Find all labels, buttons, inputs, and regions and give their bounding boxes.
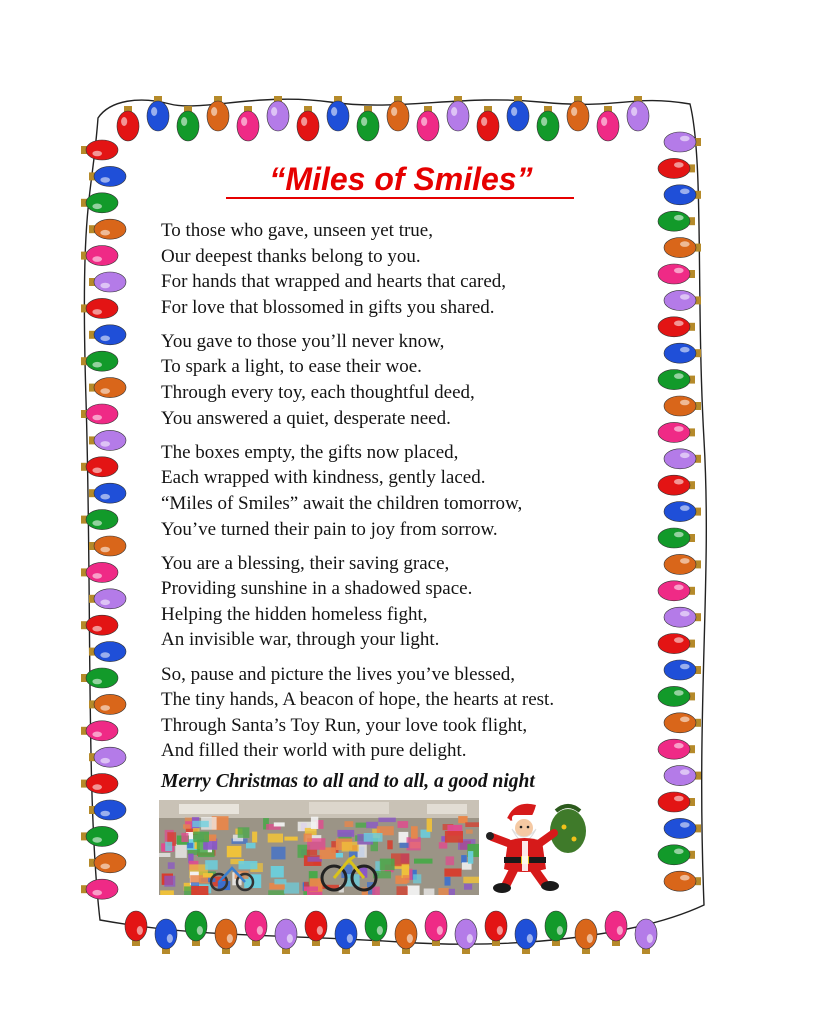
- toy-box: [465, 822, 479, 827]
- light-bulb: [664, 713, 701, 733]
- light-bulb: [185, 911, 207, 946]
- light-bulb: [147, 96, 169, 131]
- light-bulb: [658, 581, 695, 601]
- poem-line: You’ve turned their pain to joy from sorrow.: [161, 518, 498, 540]
- toy-box: [446, 856, 455, 865]
- light-bulb: [664, 660, 701, 680]
- toy-box: [407, 837, 421, 850]
- toy-box: [424, 889, 435, 896]
- toy-box: [445, 877, 451, 886]
- toy-box: [175, 844, 187, 858]
- light-bulb: [81, 351, 118, 371]
- toy-box: [181, 833, 188, 842]
- toy-box: [203, 873, 213, 877]
- light-bulb: [89, 747, 126, 767]
- light-bulb: [81, 879, 118, 899]
- light-bulb: [605, 911, 627, 946]
- light-bulb: [357, 106, 379, 141]
- light-bulb: [658, 370, 695, 390]
- toy-box: [239, 861, 258, 869]
- light-bulb: [207, 96, 229, 131]
- toy-box: [372, 887, 380, 895]
- light-bulb: [664, 502, 701, 522]
- light-bulb: [275, 919, 297, 954]
- toy-box: [411, 826, 418, 839]
- light-bulb: [81, 193, 118, 213]
- toy-box: [461, 855, 467, 863]
- light-bulb: [658, 845, 695, 865]
- light-bulb: [664, 343, 701, 363]
- toy-box: [364, 833, 383, 842]
- toy-box: [183, 824, 191, 829]
- light-bulb: [477, 106, 499, 141]
- poem-line: Through every toy, each thoughtful deed,: [161, 382, 475, 404]
- toy-box: [268, 834, 283, 843]
- toy-box: [274, 822, 285, 826]
- poem-line: For hands that wrapped and hearts that cared,: [161, 271, 507, 293]
- poem-line: Providing sunshine in a shadowed space.: [161, 578, 473, 600]
- light-bulb: [89, 272, 126, 292]
- toy-box: [304, 887, 318, 892]
- toy-box: [387, 840, 392, 849]
- poem-line: So, pause and picture the lives you’ve blessed,: [161, 663, 516, 685]
- toy-box: [307, 850, 317, 856]
- light-bulb: [305, 911, 327, 946]
- toy-donations-photo: [159, 800, 479, 895]
- light-bulb: [395, 919, 417, 954]
- light-bulb: [89, 694, 126, 714]
- light-bulb: [125, 911, 147, 946]
- poem-line: To those who gave, unseen yet true,: [161, 220, 433, 241]
- light-bulb: [567, 96, 589, 131]
- light-bulb: [485, 911, 507, 946]
- stanza: [161, 440, 651, 542]
- toy-box: [398, 821, 409, 828]
- light-bulb: [658, 686, 695, 706]
- stanza: [161, 662, 651, 764]
- light-bulb: [658, 211, 695, 231]
- light-bulb: [327, 96, 349, 131]
- toy-box: [274, 879, 286, 884]
- poem-line: Helping the hidden homeless fight,: [161, 603, 428, 625]
- toy-box: [444, 869, 461, 877]
- poem-body: [161, 218, 651, 772]
- light-bulb: [664, 396, 701, 416]
- toy-box: [414, 859, 433, 864]
- toy-box: [165, 842, 172, 851]
- poem-line: “Miles of Smiles” await the children tomorrow,: [161, 492, 523, 514]
- toy-box: [378, 818, 395, 823]
- light-bulb: [89, 166, 126, 186]
- light-bulb: [89, 378, 126, 398]
- light-bulb: [537, 106, 559, 141]
- toy-box: [191, 886, 208, 895]
- toy-box: [159, 853, 170, 857]
- light-bulb: [89, 536, 126, 556]
- light-bulb: [658, 264, 695, 284]
- toy-box: [304, 834, 312, 842]
- toy-box: [380, 859, 395, 871]
- poem-line: Through Santa’s Toy Run, your love took flight,: [161, 714, 528, 736]
- closing-line: Merry Christmas to all and to all, a good night: [161, 771, 535, 792]
- light-bulb: [81, 721, 118, 741]
- stanza: [161, 218, 651, 320]
- toy-box: [246, 843, 256, 849]
- poem-title: “Miles of Smiles”: [269, 161, 533, 197]
- light-bulb: [81, 615, 118, 635]
- light-bulb: [417, 106, 439, 141]
- light-bulb: [335, 919, 357, 954]
- stanza: [161, 551, 651, 653]
- poem-line: For love that blossomed in gifts you shared.: [161, 296, 495, 318]
- light-bulb: [89, 430, 126, 450]
- light-bulb: [215, 919, 237, 954]
- toy-box: [403, 875, 410, 883]
- toy-box: [193, 832, 209, 843]
- toy-box: [337, 830, 354, 837]
- light-bulb: [237, 106, 259, 141]
- light-bulb: [658, 158, 695, 178]
- toy-box: [438, 888, 448, 895]
- stanza: [161, 329, 651, 431]
- light-bulb: [81, 246, 118, 266]
- light-bulb: [664, 554, 701, 574]
- toy-box: [168, 862, 175, 869]
- light-bulb: [664, 290, 701, 310]
- light-bulb: [664, 871, 701, 891]
- light-bulb: [267, 96, 289, 131]
- light-bulb: [635, 919, 657, 954]
- poem-line: You are a blessing, their saving grace,: [161, 552, 450, 574]
- light-bulb: [89, 589, 126, 609]
- toy-box: [413, 874, 421, 883]
- light-bulb: [387, 96, 409, 131]
- light-bulb: [664, 449, 701, 469]
- toy-box: [227, 846, 242, 857]
- toy-box: [252, 832, 257, 843]
- toy-box: [366, 822, 378, 828]
- light-bulb: [664, 607, 701, 627]
- light-bulb: [81, 826, 118, 846]
- toy-box: [427, 818, 432, 831]
- light-bulb: [664, 238, 701, 258]
- toy-box: [439, 842, 448, 848]
- light-bulb: [297, 106, 319, 141]
- light-bulb: [117, 106, 139, 141]
- light-bulb: [658, 634, 695, 654]
- toy-box: [284, 837, 297, 841]
- toy-box: [336, 853, 344, 858]
- toy-box: [187, 843, 193, 848]
- toy-box: [271, 847, 285, 860]
- toy-box: [345, 821, 354, 827]
- toy-box: [160, 890, 174, 895]
- toy-box: [164, 876, 175, 887]
- light-bulb: [89, 642, 126, 662]
- toy-box: [356, 823, 367, 828]
- light-bulb: [658, 422, 695, 442]
- light-bulb: [455, 919, 477, 954]
- poem-line: Each wrapped with kindness, gently laced.: [161, 467, 486, 489]
- poem-line: An invisible war, through your light.: [161, 629, 440, 651]
- poem-line: You gave to those you’ll never know,: [161, 330, 445, 352]
- light-bulb: [89, 800, 126, 820]
- light-bulb: [81, 562, 118, 582]
- light-bulb: [658, 792, 695, 812]
- light-bulb: [81, 774, 118, 794]
- light-bulb: [664, 185, 701, 205]
- light-bulb: [89, 219, 126, 239]
- poem-line: And filled their world with pure delight.: [161, 740, 467, 762]
- toy-box: [268, 890, 284, 895]
- light-bulb: [597, 106, 619, 141]
- title-underline: [226, 197, 574, 199]
- toy-box: [445, 831, 463, 843]
- poem-line: To spark a light, to ease their woe.: [161, 356, 422, 378]
- light-bulb: [177, 106, 199, 141]
- toy-box: [342, 842, 359, 852]
- toy-box: [238, 827, 250, 838]
- poem-line: You answered a quiet, desperate need.: [161, 407, 451, 429]
- light-bulb: [89, 483, 126, 503]
- toy-box: [463, 877, 479, 883]
- light-bulb: [81, 298, 118, 318]
- toy-box: [468, 851, 473, 864]
- toy-box: [311, 817, 318, 829]
- light-bulb: [81, 510, 118, 530]
- light-bulb: [81, 668, 118, 688]
- toy-box: [192, 821, 209, 827]
- light-bulb: [664, 766, 701, 786]
- light-bulb: [658, 475, 695, 495]
- light-bulb: [515, 919, 537, 954]
- light-bulb: [575, 919, 597, 954]
- toy-box: [397, 886, 408, 895]
- toy-box: [407, 886, 420, 896]
- light-bulb: [664, 818, 701, 838]
- toy-box: [458, 816, 467, 823]
- light-bulb: [155, 919, 177, 954]
- toy-box: [358, 844, 367, 858]
- light-bulb: [658, 739, 695, 759]
- toy-box: [400, 843, 409, 848]
- light-bulb: [658, 528, 695, 548]
- light-bulb: [81, 457, 118, 477]
- poem-line: The tiny hands, A beacon of hope, the hearts at rest.: [161, 689, 555, 711]
- toy-box: [271, 866, 284, 878]
- light-bulb: [81, 140, 118, 160]
- toy-box: [466, 830, 473, 834]
- toy-box: [205, 860, 218, 870]
- toy-box: [449, 889, 455, 895]
- light-bulb: [658, 317, 695, 337]
- santa-clipart: [484, 797, 589, 895]
- toy-box: [464, 884, 472, 890]
- light-bulb: [245, 911, 267, 946]
- poem-line: The boxes empty, the gifts now placed,: [161, 441, 459, 463]
- light-bulb: [425, 911, 447, 946]
- light-bulb: [89, 325, 126, 345]
- poem-line: Our deepest thanks belong to you.: [161, 245, 421, 267]
